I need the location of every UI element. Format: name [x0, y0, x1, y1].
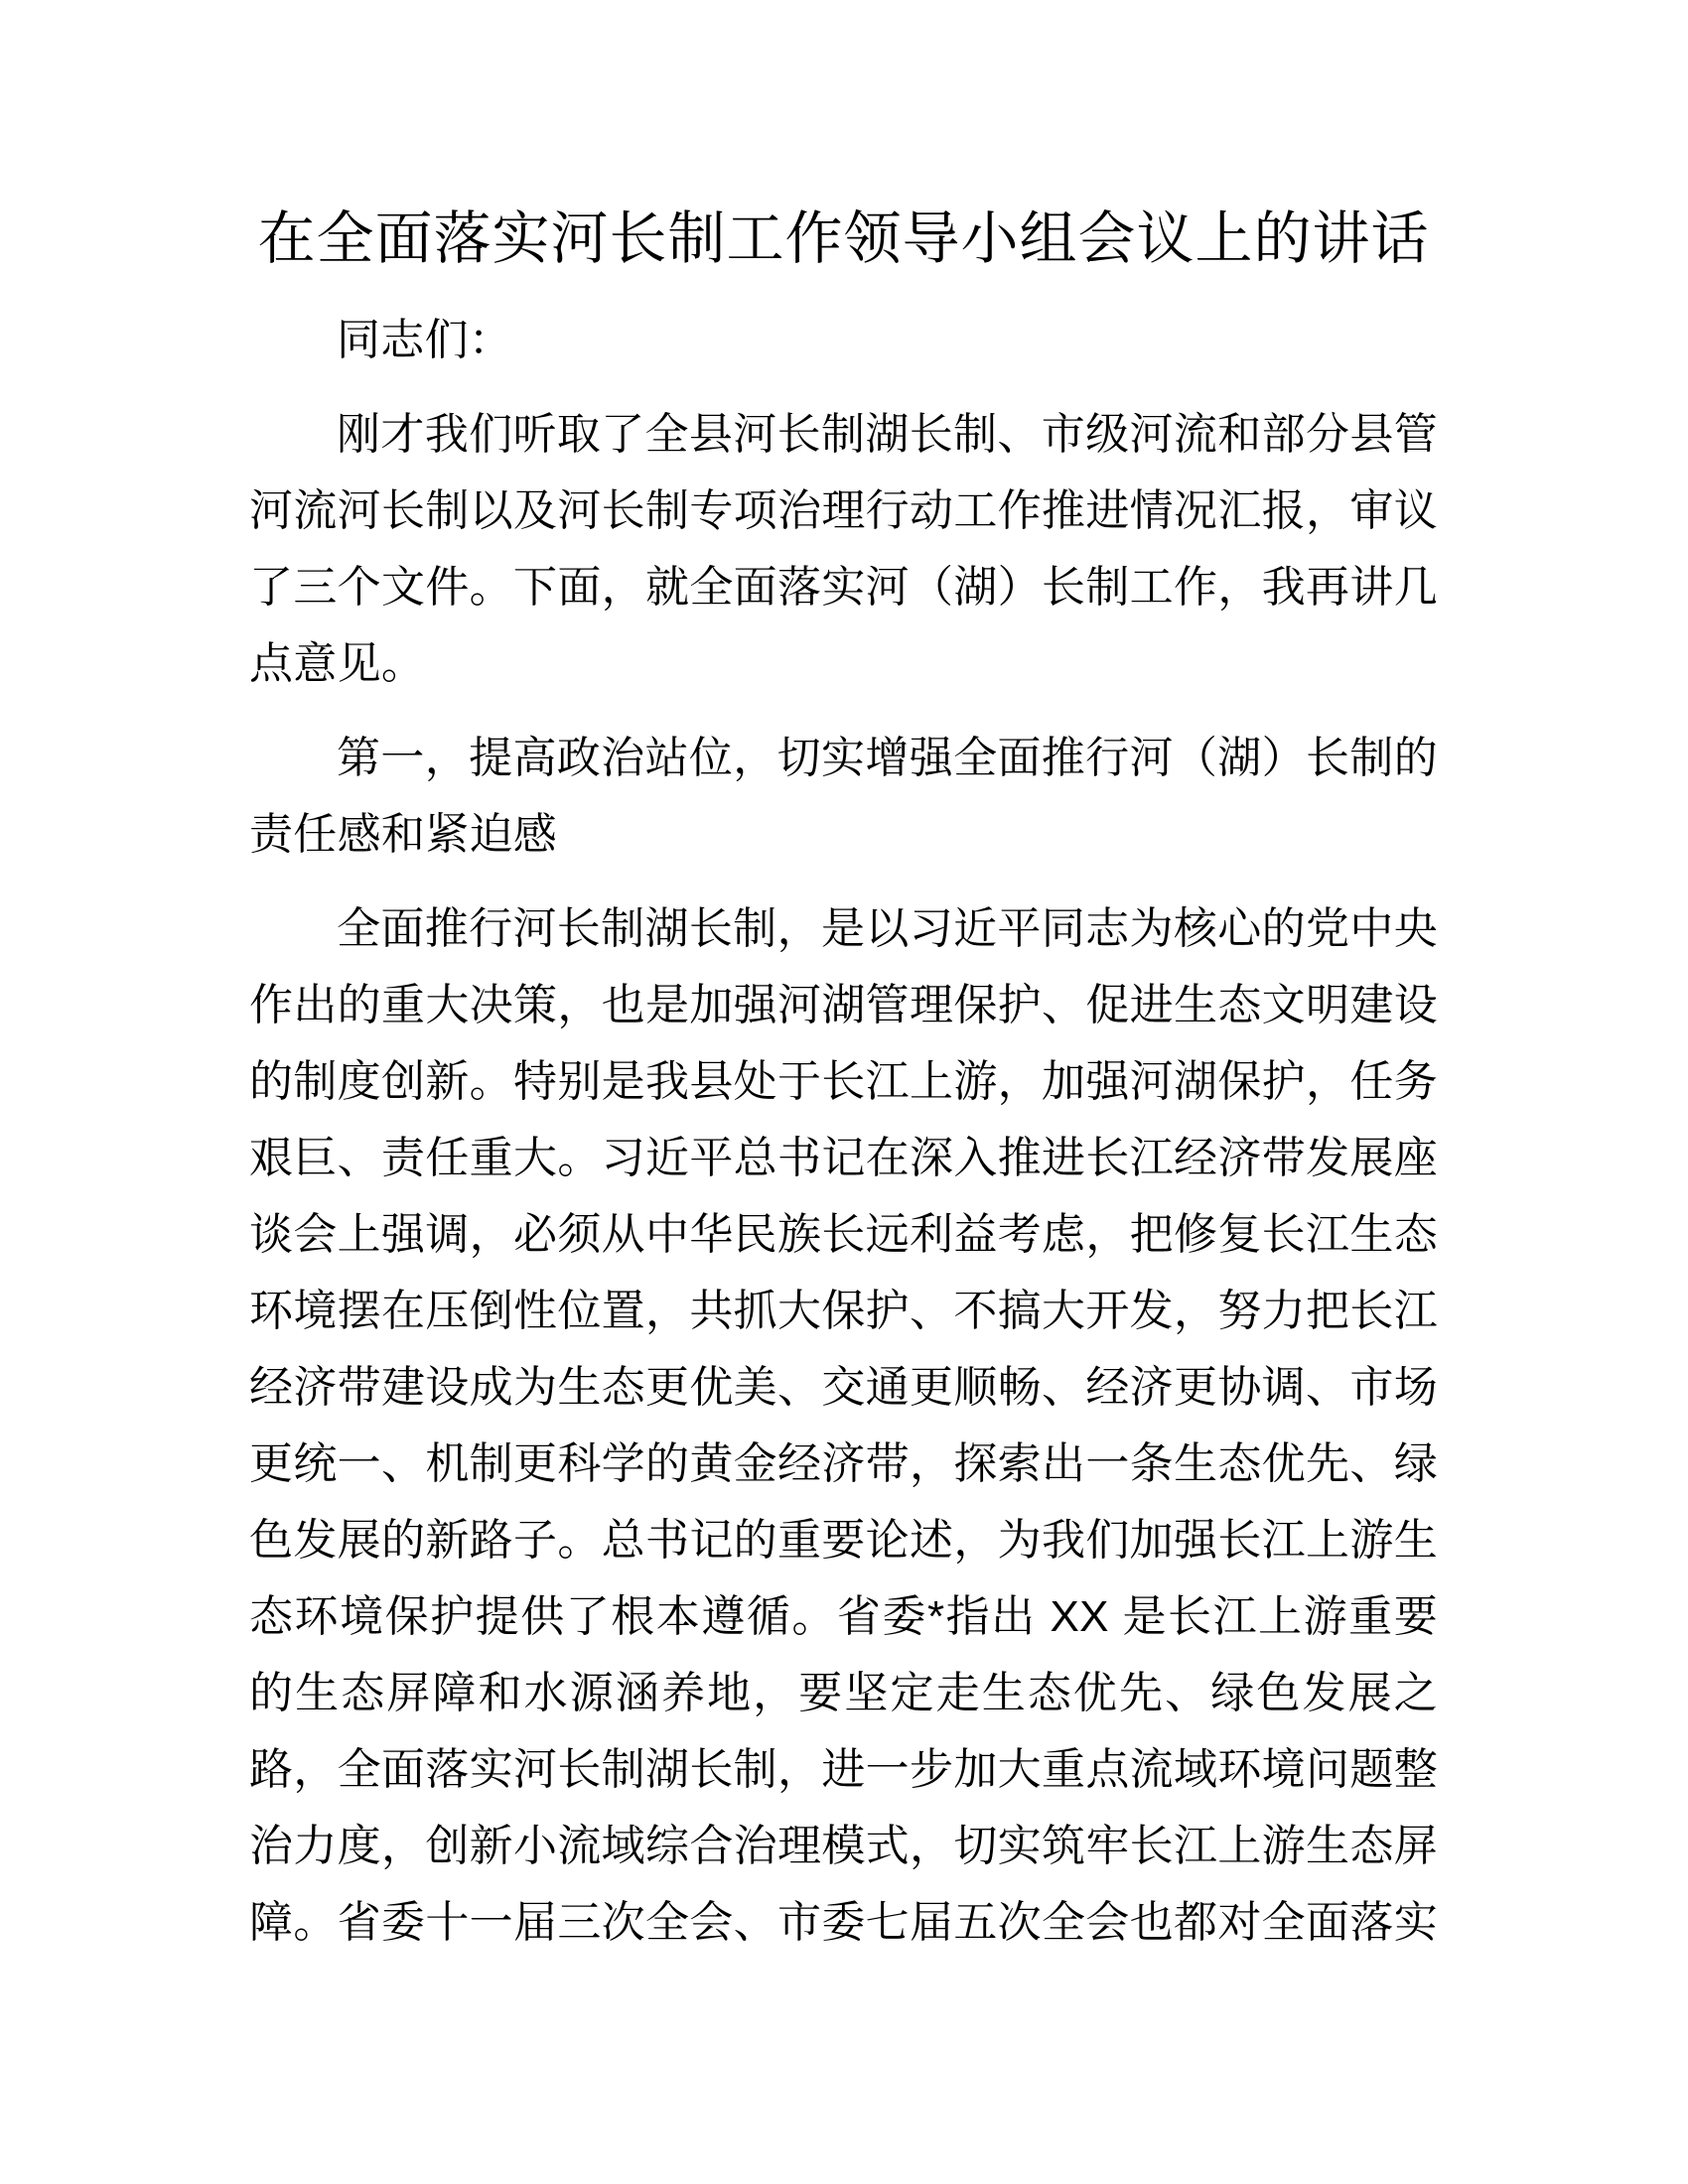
document-line: 色发展的新路子。总书记的重要论述，为我们加强长江上游生: [249, 1516, 1438, 1565]
document-salutation: [249, 302, 1438, 378]
document-line: 路，全面落实河长制湖长制，进一步加大重点流域环境问题整: [249, 1745, 1438, 1794]
document-line: 河流河长制以及河长制专项治理行动工作推进情况汇报，审议: [249, 486, 1438, 535]
document-line: 的制度创新。特别是我县处于长江上游，加强河湖保护，任务: [249, 1057, 1438, 1106]
document-line: 环境摆在压倒性位置，共抓大保护、不搞大开发，努力把长江: [249, 1287, 1438, 1335]
document-line: 第一，提高政治站位，切实增强全面推行河（湖）长制的: [337, 734, 1438, 782]
document-line: 态环境保护提供了根本遵循。省委*指出 XX 是长江上游重要: [249, 1592, 1438, 1641]
document-line: 障。省委十一届三次全会、市委七届五次全会也都对全面落实: [249, 1898, 1438, 1947]
document-line: 更统一、机制更科学的黄金经济带，探索出一条生态优先、绿: [249, 1439, 1438, 1488]
document-line: 谈会上强调，必须从中华民族长远利益考虑，把修复长江生态: [249, 1210, 1438, 1259]
document-line: 作出的重大决策，也是加强河湖管理保护、促进生态文明建设: [249, 981, 1438, 1029]
document-line: 的生态屏障和水源涵养地，要坚定走生态优先、绿色发展之: [249, 1669, 1438, 1717]
document-line: 同志们：: [337, 316, 513, 364]
document-heading: [249, 720, 1438, 873]
document-paragraph: [249, 396, 1438, 702]
document-line: 治力度，创新小流域综合治理模式，切实筑牢长江上游生态屏: [249, 1822, 1438, 1870]
document-line: 艰巨、责任重大。习近平总书记在深入推进长江经济带发展座: [249, 1134, 1438, 1182]
document-title: 在全面落实河长制工作领导小组会议上的讲话: [257, 206, 1430, 271]
document-line: 点意见。: [249, 639, 426, 688]
document-body: [249, 302, 1438, 1961]
document-line: 全面推行河长制湖长制，是以习近平同志为核心的党中央: [337, 904, 1438, 953]
document-line: 责任感和紧迫感: [249, 810, 558, 859]
document-line: 刚才我们听取了全县河长制湖长制、市级河流和部分县管: [337, 410, 1438, 459]
document-line: 经济带建设成为生态更优美、交通更顺畅、经济更协调、市场: [249, 1363, 1438, 1412]
document-paragraph: [249, 890, 1438, 1961]
document-line: 了三个文件。下面，就全面落实河（湖）长制工作，我再讲几: [249, 563, 1438, 612]
